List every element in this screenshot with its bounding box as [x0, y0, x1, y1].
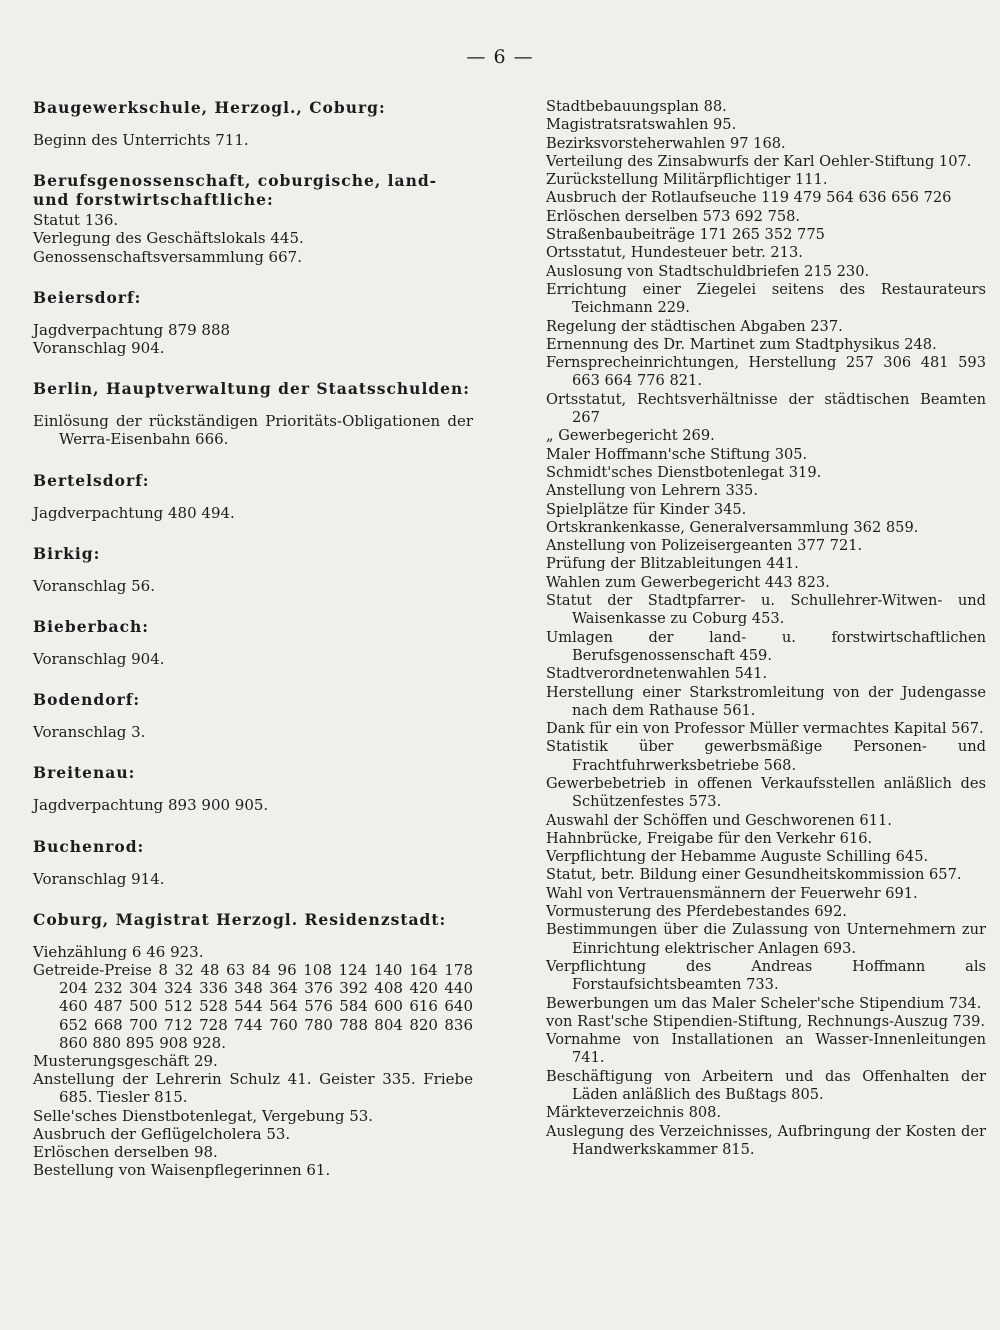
index-entry: Voranschlag 56. — [33, 576, 155, 595]
index-entry: Ausbruch der Geflügelcholera 53. — [33, 1124, 291, 1143]
index-entry: Wahl von Vertrauensmännern der Feuerwehr 691. — [546, 884, 918, 902]
section-heading: Bertelsdorf: — [33, 470, 150, 490]
index-entry: Spielplätze für Kinder 345. — [546, 500, 747, 518]
index-entry: Selle'sches Dienstbotenlegat, Vergebung 53. — [33, 1106, 374, 1125]
index-entry: Viehzählung 6 46 923. — [33, 942, 204, 961]
index-entry: Bezirksvorsteherwahlen 97 168. — [546, 134, 786, 152]
index-entry: Jagdverpachtung 480 494. — [33, 503, 235, 522]
index-entry: Statut 136. — [33, 211, 119, 230]
section-heading: Bieberbach: — [33, 617, 150, 637]
index-entry: Voranschlag 904. — [33, 339, 165, 358]
index-entry: Gewerbebetrieb in offenen Verkaufsstellen anläßlich des Schützenfestes 573. — [546, 774, 986, 811]
index-entry: Anstellung von Lehrern 335. — [546, 482, 758, 500]
index-section — [33, 98, 473, 149]
index-entry: Statistik über gewerbsmäßige Personen- und Frachtfuhrwerksbetriebe 568. — [546, 738, 986, 774]
index-entry: Bestimmungen über die Zulassung von Unternehmern zur Einrichtung elektrischer Anlagen 693. — [546, 921, 986, 957]
index-entry: Beschäftigung von Arbeitern und das Offenhalten der Läden anläßlich des Bußtags 805. — [546, 1067, 986, 1104]
index-entry: Statut der Stadtpfarrer- u. Schullehrer-Witwen- und Waisenkasse zu Coburg 453. — [546, 592, 986, 628]
index-entry: Vornahme von Installationen an Wasser-Innenleitungen 741. — [546, 1031, 986, 1067]
index-entry: Getreide-Preise 8 32 48 63 84 96 108 124 140 164 178 204 232 304 324 336 348 364 376 392 408 420 440 460 487 500 512 528 544 564 576 584 600 616 640 652 668 700 712 728 744 760 780 788 804 820 836 860 880 895 908 928. — [33, 961, 473, 1052]
index-entry: Fernsprecheinrichtungen, Herstellung 257 306 481 593 663 664 776 821. — [546, 354, 986, 390]
index-section — [33, 690, 473, 741]
index-entry: Ortskrankenkasse, Generalversammlung 362 859. — [546, 518, 919, 536]
index-entry: Voranschlag 904. — [33, 650, 165, 669]
index-entry: Errichtung einer Ziegelei seitens des Restaurateurs Teichmann 229. — [546, 280, 986, 317]
index-entry: Auslegung des Verzeichnisses, Aufbringung der Kosten der Handwerkskammer 815. — [546, 1122, 986, 1158]
index-entry: Ausbruch der Rotlaufseuche 119 479 564 636 656 726 — [546, 189, 952, 207]
section-heading: Berufsgenossenschaft, coburgische, land- und forstwirtschaftliche: — [33, 171, 438, 210]
index-entry: Beginn des Unterrichts 711. — [33, 131, 249, 149]
page-number: — 6 — — [466, 46, 534, 68]
index-entry: Bestellung von Waisenpflegerinnen 61. — [33, 1161, 331, 1180]
index-section — [33, 379, 473, 448]
index-section — [33, 171, 473, 266]
index-entry: Erlöschen derselben 573 692 758. — [546, 207, 801, 225]
left-column — [33, 98, 473, 1201]
index-section — [33, 910, 473, 1180]
index-section — [33, 471, 473, 522]
section-heading: Buchenrod: — [33, 836, 145, 856]
section-heading: Breitenau: — [33, 763, 136, 783]
index-entry: Verpflichtung des Andreas Hoffmann als Forstaufsichtsbeamten 733. — [546, 957, 986, 994]
index-entry: Stadtverordnetenwahlen 541. — [546, 665, 768, 683]
index-entry: Voranschlag 914. — [33, 869, 165, 888]
index-entry: Bewerbungen um das Maler Scheler'sche Stipendium 734. — [546, 994, 982, 1012]
index-section — [33, 544, 473, 595]
index-entry: Ortsstatut, Rechtsverhältnisse der städtischen Beamten 267 — [546, 390, 986, 427]
index-entry: Genossenschaftsversammlung 667. — [33, 247, 302, 266]
index-section — [33, 617, 473, 668]
section-heading: Beiersdorf: — [33, 287, 142, 307]
index-section — [33, 288, 473, 357]
index-entry: Maler Hoffmann'sche Stiftung 305. — [546, 445, 808, 463]
index-entry: Anstellung von Polizeisergeanten 377 721. — [546, 537, 863, 555]
section-heading: Birkig: — [33, 543, 101, 563]
index-entry: Auslosung von Stadtschuldbriefen 215 230. — [546, 262, 870, 280]
index-entry: Stadtbebauungsplan 88. — [546, 98, 727, 115]
index-entry: Einlösung der rückständigen Prioritäts-Obligationen der Werra-Eisenbahn 666. — [33, 412, 473, 449]
index-entry: Zurückstellung Militärpflichtiger 111. — [546, 171, 828, 189]
index-entry: Jagdverpachtung 879 888 — [33, 320, 231, 339]
index-entry: Verteilung des Zinsabwurfs der Karl Oehler-Stiftung 107. — [546, 152, 972, 170]
index-entry: Straßenbaubeiträge 171 265 352 775 — [546, 226, 825, 244]
index-entry: Vormusterung des Pferdebestandes 692. — [546, 903, 847, 921]
index-entry: Schmidt'sches Dienstbotenlegat 319. — [546, 463, 822, 481]
section-heading: Coburg, Magistrat Herzogl. Residenzstadt: — [33, 909, 447, 929]
index-entry: Anstellung der Lehrerin Schulz 41. Geister 335. Friebe 685. Tiesler 815. — [33, 1070, 473, 1107]
index-entry: Ortsstatut, Hundesteuer betr. 213. — [546, 244, 803, 262]
right-column — [546, 98, 986, 1159]
index-entry: „ Gewerbegericht 269. — [546, 427, 715, 445]
index-entry: Ernennung des Dr. Martinet zum Stadtphysikus 248. — [546, 335, 937, 353]
index-entry: Voranschlag 3. — [33, 723, 146, 742]
index-entry: Verpflichtung der Hebamme Auguste Schilling 645. — [546, 848, 929, 866]
index-entry: Prüfung der Blitzableitungen 441. — [546, 555, 799, 573]
index-entry: Herstellung einer Starkstromleitung von der Judengasse nach dem Rathause 561. — [546, 683, 986, 719]
index-entry: Musterungsgeschäft 29. — [33, 1052, 218, 1071]
index-entry: Märkteverzeichnis 808. — [546, 1104, 722, 1122]
index-entry: von Rast'sche Stipendien-Stiftung, Rechnungs-Auszug 739. — [546, 1012, 986, 1030]
index-entry: Regelung der städtischen Abgaben 237. — [546, 317, 843, 335]
index-entry: Magistratsratswahlen 95. — [546, 116, 737, 134]
index-entry: Wahlen zum Gewerbegericht 443 823. — [546, 573, 830, 591]
section-heading: Berlin, Hauptverwaltung der Staatsschulden: — [33, 379, 471, 399]
section-heading: Bodendorf: — [33, 690, 141, 710]
index-entry: Statut, betr. Bildung einer Gesundheitskommission 657. — [546, 866, 962, 884]
index-entry: Jagdverpachtung 893 900 905. — [33, 796, 269, 815]
index-section — [33, 763, 473, 814]
index-entry: Umlagen der land- u. forstwirtschaftlichen Berufsgenossenschaft 459. — [546, 628, 986, 664]
index-entry: Dank für ein von Professor Müller vermachtes Kapital 567. — [546, 720, 984, 738]
section-heading: Baugewerkschule, Herzogl., Coburg: — [33, 98, 386, 117]
index-entry: Verlegung des Geschäftslokals 445. — [33, 229, 304, 248]
index-section — [33, 837, 473, 888]
index-entry: Erlöschen derselben 98. — [33, 1143, 218, 1162]
index-entry: Auswahl der Schöffen und Geschworenen 611. — [546, 811, 892, 829]
index-entry: Hahnbrücke, Freigabe für den Verkehr 616. — [546, 829, 873, 847]
